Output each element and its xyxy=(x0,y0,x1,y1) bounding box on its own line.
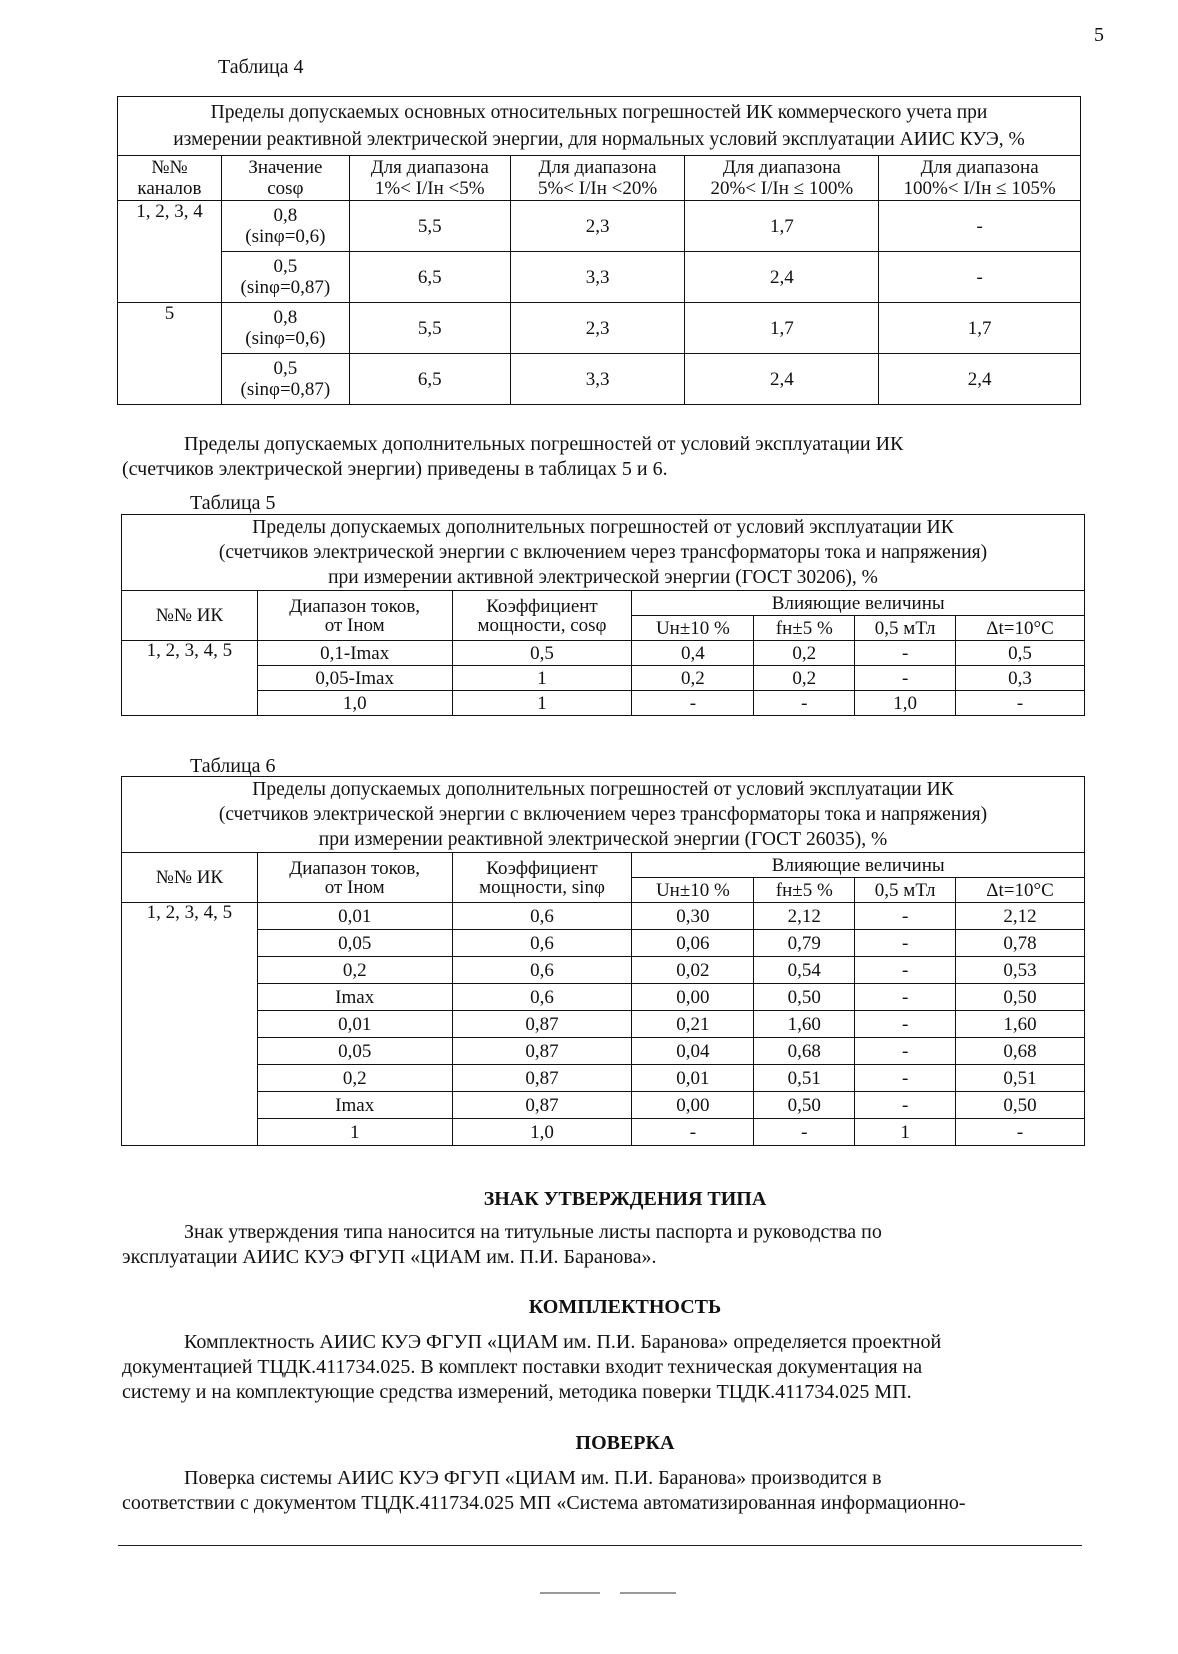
table6-value-cell: 2,12 xyxy=(754,903,855,930)
table4-value-cell: 2,4 xyxy=(879,354,1081,405)
table6-value-cell: 0,50 xyxy=(754,984,855,1011)
table5-value-cell: - xyxy=(855,666,956,691)
table-row xyxy=(122,1092,1085,1119)
table6-range-cell: 0,01 xyxy=(257,1011,452,1038)
table6-coef-cell: 0,87 xyxy=(452,1038,632,1065)
table6-infl-u: Uн±10 % xyxy=(632,878,754,903)
table6-infl-t: Δt=10°C xyxy=(956,878,1085,903)
table6-col-range: Диапазон токов, от Iном xyxy=(257,853,452,903)
table5-col-ik: №№ ИК xyxy=(122,591,258,641)
table6-value-cell: 0,04 xyxy=(632,1038,754,1065)
table5-value-cell: 0,2 xyxy=(632,666,754,691)
table5-range-cell: 0,1-Imax xyxy=(257,641,452,666)
table-row xyxy=(118,201,1081,252)
table-row xyxy=(122,903,1085,930)
table6-value-cell: 0,00 xyxy=(632,984,754,1011)
table6-col-coef: Коэффициент мощности, sinφ xyxy=(452,853,632,903)
table-row xyxy=(122,957,1085,984)
table6-value-cell: 1,60 xyxy=(956,1011,1085,1038)
table4-value-cell: 6,5 xyxy=(349,354,510,405)
table4-col-cos: Значение cosφ xyxy=(221,156,349,201)
table4-value-cell: 2,3 xyxy=(510,303,685,354)
table6-infl-b: 0,5 мТл xyxy=(855,878,956,903)
table4-col-range1: Для диапазона 1%< I/Iн <5% xyxy=(349,156,510,201)
table6-value-cell: 0,54 xyxy=(754,957,855,984)
table6-coef-cell: 0,6 xyxy=(452,984,632,1011)
table4-value-cell: - xyxy=(879,201,1081,252)
verification-section-text: Поверка системы АИИС КУЭ ФГУП «ЦИАМ им. П.И. Баранова» производится в соответствии с документом ТЦДК.411734.025 МП «Система автоматизированная информационно- xyxy=(122,1467,966,1514)
table5-value-cell: - xyxy=(632,691,754,716)
table6-range-cell: 0,2 xyxy=(257,1065,452,1092)
table6-value-cell: 1 xyxy=(855,1119,956,1146)
table6-value-cell: 0,06 xyxy=(632,930,754,957)
table6-coef-cell: 0,87 xyxy=(452,1092,632,1119)
table6-value-cell: 0,78 xyxy=(956,930,1085,957)
table6-value-cell: - xyxy=(855,930,956,957)
table4 xyxy=(117,96,1081,405)
table5-value-cell: 0,3 xyxy=(956,666,1085,691)
table6-value-cell: 0,53 xyxy=(956,957,1085,984)
table4-value-cell: 5,5 xyxy=(349,201,510,252)
table6-coef-cell: 0,6 xyxy=(452,957,632,984)
table4-value-cell: 3,3 xyxy=(510,252,685,303)
table4-value-cell: 6,5 xyxy=(349,252,510,303)
table4-col-range3: Для диапазона 20%< I/Iн ≤ 100% xyxy=(685,156,879,201)
table6-value-cell: - xyxy=(855,1011,956,1038)
table6-value-cell: 0,21 xyxy=(632,1011,754,1038)
table5-value-cell: 0,2 xyxy=(754,641,855,666)
table6-value-cell: - xyxy=(632,1119,754,1146)
table6-coef-cell: 1,0 xyxy=(452,1119,632,1146)
table6-coef-cell: 0,87 xyxy=(452,1011,632,1038)
table5-value-cell: 1,0 xyxy=(855,691,956,716)
table6-coef-cell: 0,6 xyxy=(452,903,632,930)
table5-coef-cell: 1 xyxy=(452,691,632,716)
table5-coef-cell: 1 xyxy=(452,666,632,691)
table5-value-cell: - xyxy=(855,641,956,666)
table6-value-cell: - xyxy=(855,957,956,984)
table6-value-cell: 0,79 xyxy=(754,930,855,957)
table5-value-cell: 0,4 xyxy=(632,641,754,666)
page-number: 5 xyxy=(1094,24,1104,46)
table5-value-cell: - xyxy=(956,691,1085,716)
table4-value-cell: 2,3 xyxy=(510,201,685,252)
table4-value-cell: 5,5 xyxy=(349,303,510,354)
table5-infl-b: 0,5 мТл xyxy=(855,616,956,641)
table5-value-cell: - xyxy=(754,691,855,716)
table-row xyxy=(122,1011,1085,1038)
table4-channels-cell: 1, 2, 3, 4 xyxy=(118,201,222,303)
table-row xyxy=(122,1119,1085,1146)
table6-caption: Таблица 6 xyxy=(190,755,276,777)
table4-value-cell: 2,4 xyxy=(685,354,879,405)
table-row xyxy=(122,984,1085,1011)
table6-col-ik: №№ ИК xyxy=(122,853,258,903)
table6-value-cell: 0,68 xyxy=(754,1038,855,1065)
table6-value-cell: 0,51 xyxy=(956,1065,1085,1092)
table6-coef-cell: 0,6 xyxy=(452,930,632,957)
table6-value-cell: 0,30 xyxy=(632,903,754,930)
table4-cos-cell: 0,5 (sinφ=0,87) xyxy=(221,354,349,405)
table6-range-cell: Imax xyxy=(257,984,452,1011)
table4-caption: Таблица 4 xyxy=(218,56,304,78)
table-row xyxy=(118,303,1081,354)
table6-range-cell: 0,05 xyxy=(257,930,452,957)
table6-value-cell: - xyxy=(855,1065,956,1092)
table6-coef-cell: 0,87 xyxy=(452,1065,632,1092)
table6-value-cell: 1,60 xyxy=(754,1011,855,1038)
table5-infl-u: Uн±10 % xyxy=(632,616,754,641)
table5-range-cell: 0,05-Imax xyxy=(257,666,452,691)
table-row xyxy=(122,1065,1085,1092)
table4-col-channels: №№ каналов xyxy=(118,156,222,201)
table4-value-cell: 2,4 xyxy=(685,252,879,303)
table6-value-cell: - xyxy=(754,1119,855,1146)
table6-value-cell: - xyxy=(855,1092,956,1119)
table5-col-influences: Влияющие величины xyxy=(632,591,1085,616)
table5-col-coef: Коэффициент мощности, cosφ xyxy=(452,591,632,641)
table6-value-cell: 0,68 xyxy=(956,1038,1085,1065)
table6-header: Пределы допускаемых дополнительных погрешностей от условий эксплуатации ИК (счетчиков электрической энергии с включением через трансформаторы тока и напряжения) при измерении реактивной электрической энергии (ГОСТ 26035), % xyxy=(122,777,1085,853)
table4-cos-cell: 0,8 (sinφ=0,6) xyxy=(221,303,349,354)
kit-section-text: Комплектность АИИС КУЭ ФГУП «ЦИАМ им. П.И. Баранова» определяется проектной документацией ТЦДК.411734.025. В комплект поставки входит техническая документация на систему и на комплектующие средства измерений, методика поверки ТЦДК.411734.025 МП. xyxy=(122,1331,942,1403)
table6-range-cell: 0,01 xyxy=(257,903,452,930)
table6-value-cell: - xyxy=(855,984,956,1011)
table5-coef-cell: 0,5 xyxy=(452,641,632,666)
table-row xyxy=(122,666,1085,691)
table6-range-cell: Imax xyxy=(257,1092,452,1119)
table4-value-cell: 3,3 xyxy=(510,354,685,405)
sign-section-text: Знак утверждения типа наносится на титульные листы паспорта и руководства по эксплуатации АИИС КУЭ ФГУП «ЦИАМ им. П.И. Баранова». xyxy=(122,1221,882,1268)
verification-section-title: ПОВЕРКА xyxy=(575,1432,675,1454)
table5-infl-f: fн±5 % xyxy=(754,616,855,641)
sign-section-title: ЗНАК УТВЕРЖДЕНИЯ ТИПА xyxy=(483,1188,767,1210)
table5-ik-cell: 1, 2, 3, 4, 5 xyxy=(122,641,258,716)
table6-value-cell: 2,12 xyxy=(956,903,1085,930)
table5-header: Пределы допускаемых дополнительных погрешностей от условий эксплуатации ИК (счетчиков электрической энергии с включением через трансформаторы тока и напряжения) при измерении активной электрической энергии (ГОСТ 30206), % xyxy=(122,515,1085,591)
table4-col-range4: Для диапазона 100%< I/Iн ≤ 105% xyxy=(879,156,1081,201)
additional-errors-paragraph: Пределы допускаемых дополнительных погрешностей от условий эксплуатации ИК (счетчиков электрической энергии) приведены в таблицах 5 и 6. xyxy=(122,433,904,480)
table5 xyxy=(121,514,1085,716)
table5-range-cell: 1,0 xyxy=(257,691,452,716)
table6-value-cell: 0,00 xyxy=(632,1092,754,1119)
table6-value-cell: 0,50 xyxy=(956,1092,1085,1119)
table5-value-cell: 0,5 xyxy=(956,641,1085,666)
scan-artifact xyxy=(620,1592,676,1594)
table-row xyxy=(122,691,1085,716)
footer-divider xyxy=(118,1545,1082,1546)
table6-value-cell: - xyxy=(956,1119,1085,1146)
kit-section-title: КОМПЛЕКТНОСТЬ xyxy=(528,1296,722,1318)
table-row xyxy=(118,354,1081,405)
table6-value-cell: 0,51 xyxy=(754,1065,855,1092)
table5-value-cell: 0,2 xyxy=(754,666,855,691)
table-row xyxy=(122,930,1085,957)
table-row xyxy=(118,252,1081,303)
table4-cos-cell: 0,8 (sinφ=0,6) xyxy=(221,201,349,252)
table4-value-cell: 1,7 xyxy=(685,201,879,252)
table4-value-cell: - xyxy=(879,252,1081,303)
table6-range-cell: 0,2 xyxy=(257,957,452,984)
table4-col-range2: Для диапазона 5%< I/Iн <20% xyxy=(510,156,685,201)
table5-caption: Таблица 5 xyxy=(190,492,276,514)
table4-value-cell: 1,7 xyxy=(879,303,1081,354)
table6-range-cell: 1 xyxy=(257,1119,452,1146)
table4-channels-cell: 5 xyxy=(118,303,222,405)
table4-value-cell: 1,7 xyxy=(685,303,879,354)
table4-header: Пределы допускаемых основных относительных погрешностей ИК коммерческого учета при измерении реактивной электрической энергии, для нормальных условий эксплуатации АИИС КУЭ, % xyxy=(118,97,1081,156)
table6-col-influences: Влияющие величины xyxy=(632,853,1085,878)
table6-value-cell: 0,50 xyxy=(754,1092,855,1119)
table6-infl-f: fн±5 % xyxy=(754,878,855,903)
table4-cos-cell: 0,5 (sinφ=0,87) xyxy=(221,252,349,303)
scan-artifact xyxy=(540,1592,600,1594)
table5-col-range: Диапазон токов, от Iном xyxy=(257,591,452,641)
table6-value-cell: 0,01 xyxy=(632,1065,754,1092)
table6-value-cell: 0,02 xyxy=(632,957,754,984)
table-row xyxy=(122,1038,1085,1065)
table6-range-cell: 0,05 xyxy=(257,1038,452,1065)
table6-value-cell: - xyxy=(855,1038,956,1065)
table5-infl-t: Δt=10°C xyxy=(956,616,1085,641)
table-row xyxy=(122,641,1085,666)
table6-value-cell: 0,50 xyxy=(956,984,1085,1011)
table6-value-cell: - xyxy=(855,903,956,930)
table6-ik-cell: 1, 2, 3, 4, 5 xyxy=(122,903,258,1146)
table6 xyxy=(121,776,1085,1146)
